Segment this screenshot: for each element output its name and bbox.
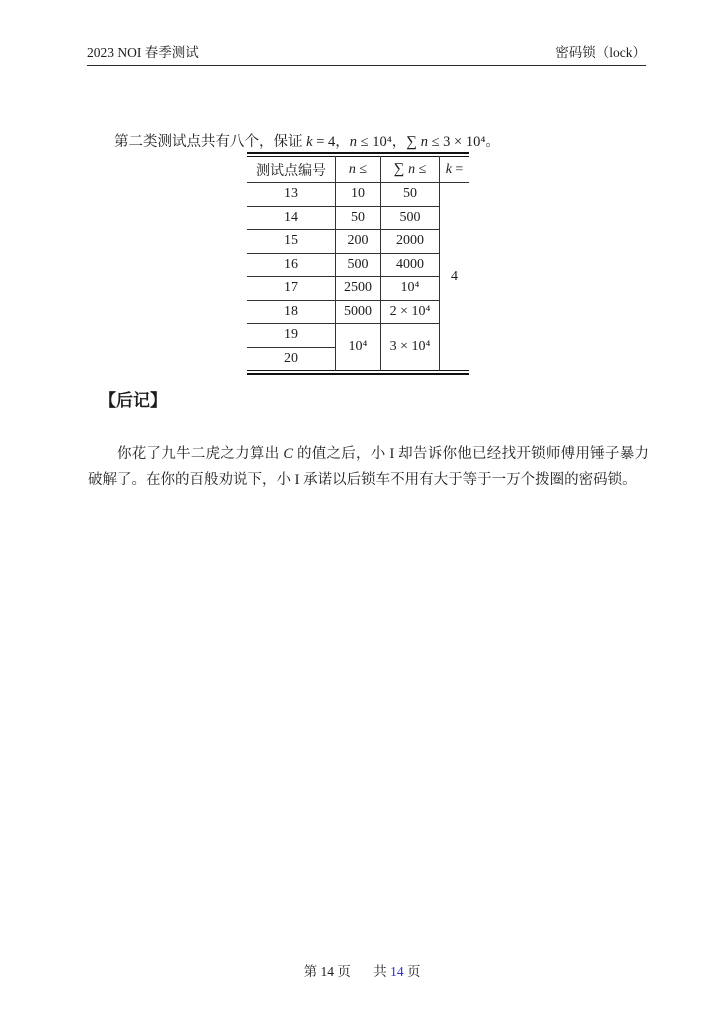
table-row xyxy=(247,324,469,348)
constraints-table xyxy=(247,156,469,371)
footer-text: 共 xyxy=(373,964,391,979)
cell-sum-merged: 3 × 10⁴ xyxy=(381,324,440,371)
cell-testpoint-id: 19 xyxy=(247,324,336,348)
cell-n: 500 xyxy=(336,253,381,277)
math-var-n: n xyxy=(349,133,357,150)
sum-symbol: ∑ xyxy=(406,133,421,150)
current-page-number: 14 xyxy=(320,964,334,979)
math-var-n: n xyxy=(408,162,416,177)
math-var-k: k xyxy=(306,133,313,150)
header-rule xyxy=(87,65,646,66)
intro-text: ≤ 10⁴， xyxy=(357,133,407,150)
total-pages-link[interactable]: 14 xyxy=(390,964,404,979)
cell-testpoint-id: 20 xyxy=(247,347,336,371)
intro-text: 第二类测试点共有八个，保证 xyxy=(114,133,307,150)
footer-text: 页 xyxy=(333,964,351,979)
page-footer xyxy=(0,963,724,980)
cell-sum: 50 xyxy=(381,183,440,207)
header-op: = xyxy=(451,161,464,177)
cell-n: 200 xyxy=(336,230,381,254)
header-op: ≤ xyxy=(355,161,368,177)
table-row xyxy=(247,183,469,207)
cell-testpoint-id: 18 xyxy=(247,300,336,324)
postscript-paragraph xyxy=(88,441,649,493)
constraints-intro-paragraph xyxy=(88,131,648,153)
table-row xyxy=(247,300,469,324)
cell-sum: 10⁴ xyxy=(381,277,440,301)
total-pages-indicator xyxy=(373,963,420,980)
header-left-title: 2023 NOI 春季测试 xyxy=(87,45,199,60)
col-header-n xyxy=(336,157,381,183)
cell-sum: 2 × 10⁴ xyxy=(381,300,440,324)
cell-testpoint-id: 13 xyxy=(247,183,336,207)
cell-sum: 2000 xyxy=(381,230,440,254)
postscript-text: 你花了九牛二虎之力算出 xyxy=(117,445,284,462)
postscript-text: 的值之后，小 I 却告诉你他已经找开锁师傅用锤子暴力破解了。在你的百般劝说下，小 I 承诺以后锁车不用有大于等于一万个拨圈的密码锁。 xyxy=(88,445,650,488)
intro-text: = 4， xyxy=(312,133,350,150)
cell-k-merged: 4 xyxy=(451,268,458,284)
current-page-indicator xyxy=(304,963,351,980)
math-var-k: k xyxy=(445,161,452,177)
cell-testpoint-id: 17 xyxy=(247,277,336,301)
table-row xyxy=(247,230,469,254)
intro-text: ≤ 3 × 10⁴。 xyxy=(427,133,500,150)
cell-n-merged: 10⁴ xyxy=(336,324,381,371)
header-op: ≤ xyxy=(415,162,427,177)
page-header xyxy=(87,45,646,66)
footer-text: 页 xyxy=(403,964,421,979)
table-row xyxy=(247,277,469,301)
math-var-n: n xyxy=(348,161,356,177)
col-header-sum-n xyxy=(381,157,440,183)
cell-testpoint-id: 15 xyxy=(247,230,336,254)
cell-sum: 500 xyxy=(381,206,440,230)
cell-testpoint-id: 14 xyxy=(247,206,336,230)
cell-n: 5000 xyxy=(336,300,381,324)
cell-n: 50 xyxy=(336,206,381,230)
postscript-heading: 【后记】 xyxy=(99,391,167,410)
footer-text: 第 xyxy=(303,964,321,979)
col-header-k xyxy=(440,157,470,183)
math-var-n: n xyxy=(420,133,428,150)
table-header-row xyxy=(247,157,469,183)
header-right-title: 密码锁（lock） xyxy=(555,45,646,60)
cell-n: 2500 xyxy=(336,277,381,301)
col-header-testpoint-id: 测试点编号 xyxy=(247,157,336,183)
constraints-table-wrapper xyxy=(247,152,469,375)
cell-testpoint-id: 16 xyxy=(247,253,336,277)
sum-symbol: ∑ xyxy=(393,161,409,177)
cell-n: 10 xyxy=(336,183,381,207)
table-row xyxy=(247,206,469,230)
table-row xyxy=(247,253,469,277)
math-var-c: C xyxy=(283,445,294,462)
cell-sum: 4000 xyxy=(381,253,440,277)
